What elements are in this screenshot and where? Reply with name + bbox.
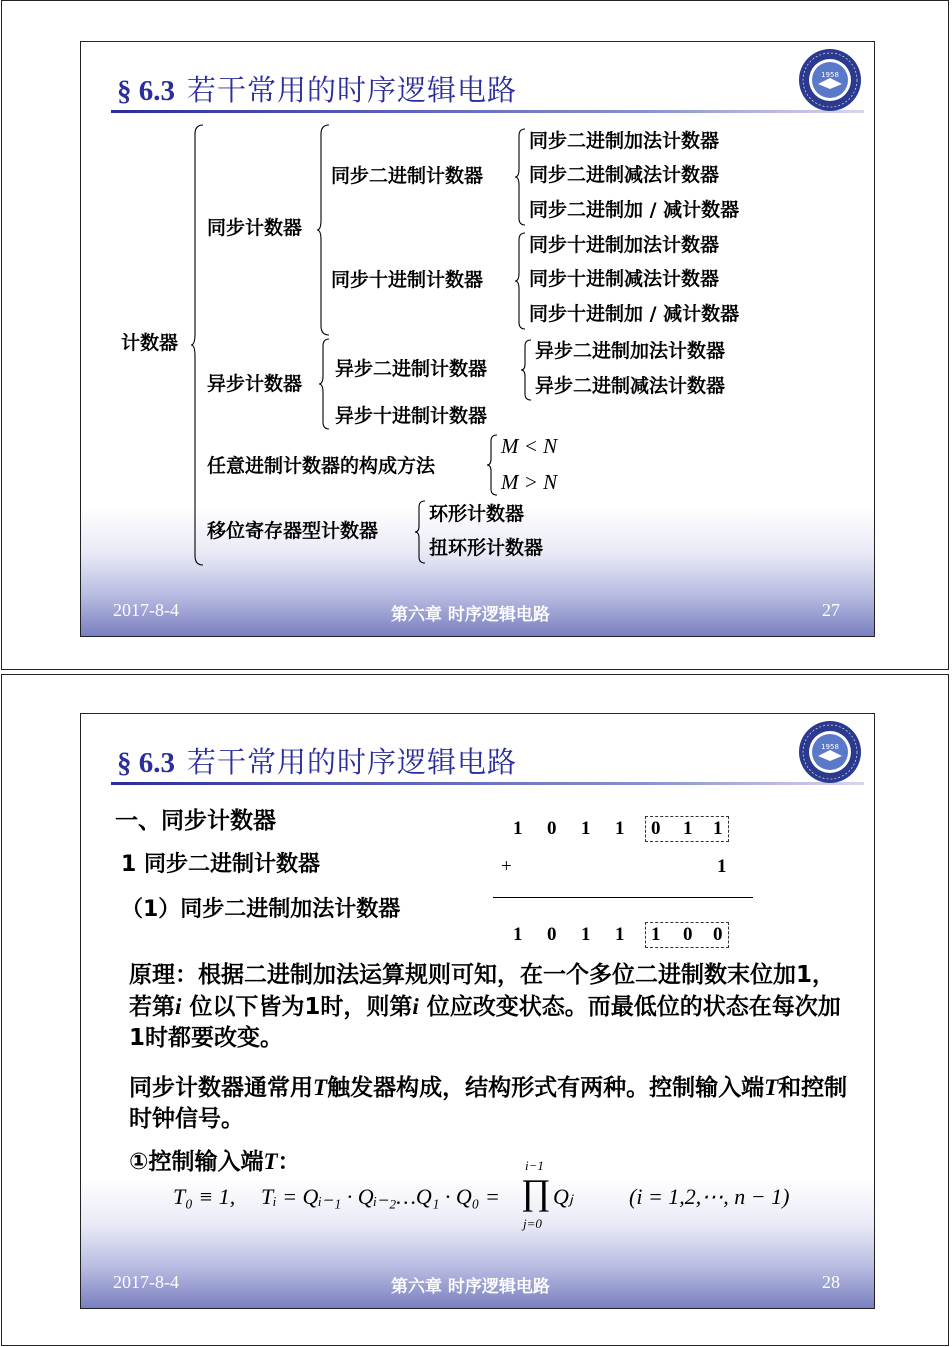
principle-text-c: 位应改变状态。而最低位的状态在每次加1时都要改变。 — [129, 994, 841, 1051]
addend-bit: 0 — [547, 818, 557, 839]
footer-chapter: 第六章 时序逻辑电路 — [391, 605, 550, 625]
brace-sync-binary — [515, 128, 527, 226]
sync-binary-up: 同步二进制加法计数器 — [529, 130, 720, 152]
principle-text-b: 位以下皆为1时，则第 — [181, 994, 413, 1020]
structure-text-c: 和控制时钟信号。 — [129, 1075, 848, 1132]
title-section-number: § 6.3 — [117, 747, 175, 779]
structure-var-t: T — [764, 1075, 779, 1100]
slide-title — [117, 68, 517, 109]
tree-root-counter: 计数器 — [121, 332, 179, 354]
svg-text:1958: 1958 — [821, 71, 839, 79]
brace-async-binary — [521, 339, 533, 401]
principle-var-i: i — [412, 994, 419, 1019]
title-underline — [111, 782, 864, 785]
heading-sync-counter: 一、同步计数器 — [115, 808, 276, 834]
tree-async-counter: 异步计数器 — [207, 373, 303, 395]
addend-bit: 1 — [581, 818, 591, 839]
heading-sync-binary-up-counter: （1）同步二进制加法计数器 — [121, 897, 401, 922]
footer-page-number: 28 — [822, 1272, 840, 1292]
control-var-t: T — [263, 1149, 278, 1174]
result-bit: 1 — [615, 924, 625, 945]
formula-prod-upper: i−1 — [525, 1158, 544, 1173]
formula-prod-lower: j=0 — [523, 1216, 542, 1231]
title-text: 若干常用的时序逻辑电路 — [187, 745, 518, 779]
shift-ring-counter: 环形计数器 — [429, 503, 525, 525]
formula-t0: T₀ ≡ 1, — [173, 1184, 236, 1209]
sync-binary-updown: 同步二进制加 / 减计数器 — [529, 199, 740, 221]
principle-var-i: i — [175, 994, 182, 1019]
footer-date: 2017-8-4 — [113, 600, 179, 620]
async-binary-down: 异步二进制减法计数器 — [535, 375, 726, 397]
slide-28 — [80, 713, 875, 1309]
brace-sync-decimal — [515, 232, 527, 330]
plus-sign: + — [501, 856, 512, 877]
brace-async — [319, 338, 331, 430]
tree-async-decimal: 异步十进制计数器 — [335, 405, 488, 427]
addend-bit: 1 — [513, 818, 523, 839]
sync-binary-down: 同步二进制减法计数器 — [529, 164, 720, 186]
svg-text:1958: 1958 — [821, 743, 839, 751]
add-one: 1 — [717, 856, 727, 877]
sync-decimal-up: 同步十进制加法计数器 — [529, 234, 720, 256]
sync-decimal-updown: 同步十进制加 / 减计数器 — [529, 303, 740, 325]
brace-arbitrary — [487, 434, 499, 496]
slide-footer — [81, 600, 874, 624]
brace-sync — [317, 124, 331, 336]
title-text: 若干常用的时序逻辑电路 — [187, 73, 518, 107]
footer-page-number: 27 — [822, 600, 840, 620]
principle-text-a: 原理：根据二进制加法运算规则可知，在一个多位二进制数末位加1，若第 — [129, 962, 836, 1020]
addend-bit: 1 — [713, 818, 723, 839]
addend-bit: 0 — [651, 818, 661, 839]
footer-date: 2017-8-4 — [113, 1272, 179, 1292]
footer-chapter: 第六章 时序逻辑电路 — [391, 1277, 550, 1297]
control-colon: ： — [277, 1149, 301, 1175]
arbitrary-m-greater-n: M > N — [501, 470, 558, 494]
brace-root — [191, 124, 205, 566]
university-seal-icon — [798, 720, 862, 784]
structure-paragraph — [129, 1072, 849, 1135]
structure-text-b: 触发器构成，结构形式有两种。控制输入端 — [327, 1075, 765, 1101]
structure-var-t: T — [313, 1075, 328, 1100]
page-sheet-2 — [1, 674, 949, 1346]
result-bit: 0 — [547, 924, 557, 945]
tree-sync-decimal: 同步十进制计数器 — [331, 269, 484, 291]
page-sheet-1 — [1, 0, 949, 670]
tree-sync-binary: 同步二进制计数器 — [331, 165, 484, 187]
control-input-heading — [129, 1146, 849, 1178]
tree-arbitrary-modulus: 任意进制计数器的构成方法 — [207, 455, 436, 477]
result-bit: 1 — [581, 924, 591, 945]
formula-qj: Qⱼ — [553, 1184, 573, 1209]
slide-footer — [81, 1272, 874, 1296]
formula-ti-product: Tᵢ = Qᵢ₋₁ · Qᵢ₋₂…Q₁ · Q₀ = — [261, 1184, 500, 1209]
async-binary-up: 异步二进制加法计数器 — [535, 340, 726, 362]
principle-paragraph — [129, 960, 849, 1054]
tree-shift-register-counter: 移位寄存器型计数器 — [207, 520, 379, 542]
university-seal-icon — [798, 48, 862, 112]
arbitrary-m-less-n: M < N — [501, 434, 558, 458]
title-underline — [111, 110, 864, 113]
structure-text-a: 同步计数器通常用 — [129, 1075, 313, 1101]
shift-twisted-ring-counter: 扭环形计数器 — [429, 537, 544, 559]
result-bit: 0 — [713, 924, 723, 945]
sync-decimal-down: 同步十进制减法计数器 — [529, 268, 720, 290]
slide-title — [117, 740, 517, 781]
formula-range: (i = 1,2,⋯, n − 1) — [629, 1184, 790, 1209]
result-bit: 0 — [683, 924, 693, 945]
addend-bit: 1 — [615, 818, 625, 839]
tree-sync-counter: 同步计数器 — [207, 217, 303, 239]
product-symbol: ∏ — [521, 1172, 551, 1212]
control-text: ①控制输入端 — [129, 1149, 264, 1175]
result-bit: 1 — [513, 924, 523, 945]
tree-async-binary: 异步二进制计数器 — [335, 358, 488, 380]
addend-bit: 1 — [683, 818, 693, 839]
slide-27 — [80, 41, 875, 637]
sum-line — [493, 897, 753, 898]
heading-sync-binary-counter: 1 同步二进制计数器 — [121, 852, 320, 877]
brace-shift — [415, 500, 427, 564]
result-bit: 1 — [651, 924, 661, 945]
title-section-number: § 6.3 — [117, 75, 175, 107]
